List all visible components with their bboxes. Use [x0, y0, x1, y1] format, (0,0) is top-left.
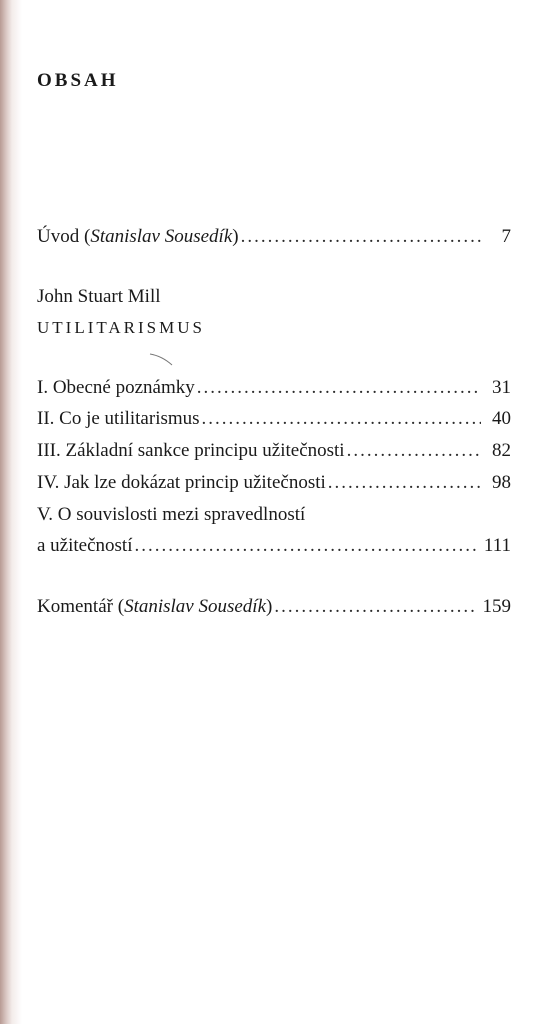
pen-mark-decoration [148, 350, 178, 370]
toc-page-number: 31 [492, 377, 511, 398]
toc-entry-commentary[interactable] [37, 596, 511, 622]
toc-entry-title: IV. Jak lze dokázat princip užitečnosti [37, 472, 326, 493]
toc-entry-chapter-4[interactable] [37, 472, 511, 498]
toc-entry-author: Stanislav Sousedík [90, 226, 233, 247]
dot-leader [241, 226, 481, 248]
toc-page-number: 82 [492, 440, 511, 461]
toc-entry-chapter-2[interactable] [37, 408, 511, 434]
dot-leader [347, 440, 481, 462]
work-title: UTILITARISMUS [37, 318, 205, 337]
toc-entry-title: a užitečností [37, 535, 133, 556]
dot-leader [197, 377, 481, 399]
toc-entry-intro[interactable] [37, 226, 511, 252]
dot-leader [274, 596, 476, 618]
toc-page-number: 7 [501, 226, 511, 247]
toc-entry-chapter-3[interactable] [37, 440, 511, 466]
toc-entry-chapter-5[interactable] [37, 535, 511, 561]
dot-leader [135, 535, 478, 557]
toc-page-number: 40 [492, 408, 511, 429]
dot-leader [328, 472, 481, 494]
toc-page-number: 111 [483, 535, 511, 556]
toc-entry-chapter-5-line1: V. O souvislosti mezi spravedlností [37, 504, 306, 525]
toc-entry-title: I. Obecné poznámky [37, 377, 195, 398]
toc-page-number: 98 [492, 472, 511, 493]
toc-entry-chapter-1[interactable] [37, 377, 511, 403]
toc-entry-author: Stanislav Sousedík [124, 596, 267, 617]
dot-leader [202, 408, 481, 430]
toc-entry-title: III. Základní sankce principu užitečnosti [37, 440, 345, 461]
toc-entry-title: Komentář (Stanislav Sousedík) [37, 596, 273, 617]
toc-entry-title: II. Co je utilitarismus [37, 408, 200, 429]
page-heading: OBSAH [37, 70, 119, 91]
toc-page-number: 159 [482, 596, 511, 617]
toc-entry-title: Úvod (Stanislav Sousedík) [37, 226, 239, 247]
work-author: John Stuart Mill [37, 286, 161, 307]
